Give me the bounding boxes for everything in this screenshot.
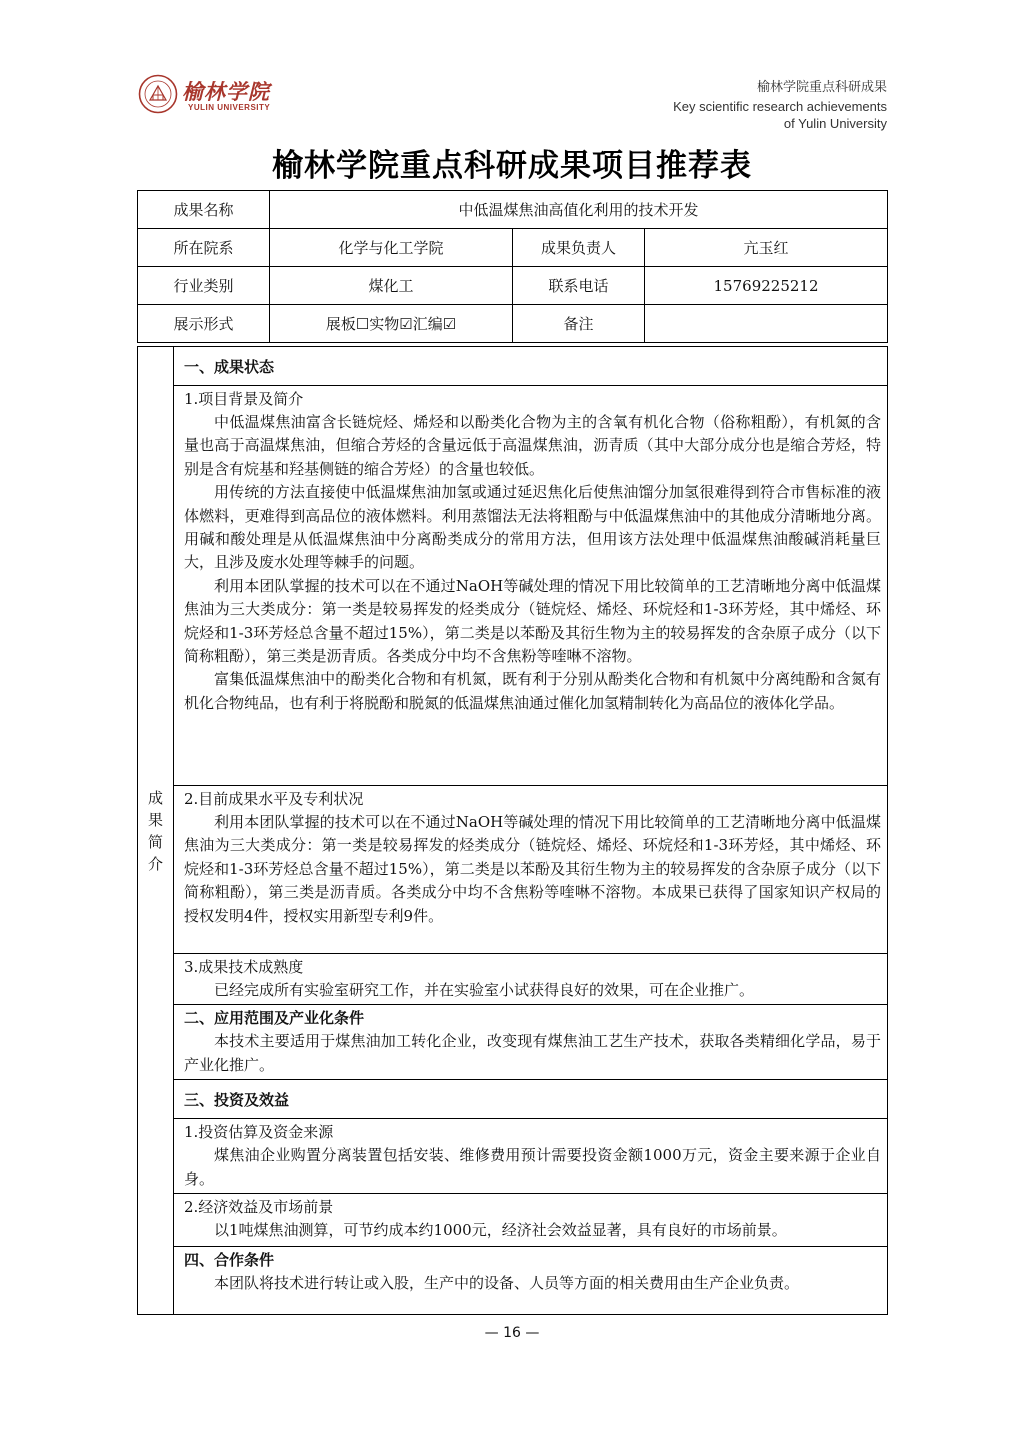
paragraph: 已经完成所有实验室研究工作，并在实验室小试获得良好的效果，可在企业推广。 [214, 981, 755, 999]
section-heading: 四、合作条件 [184, 1251, 275, 1270]
section-heading: 三、投资及效益 [174, 1080, 888, 1119]
table-row [138, 1119, 888, 1194]
paragraph: 以1吨煤焦油测算，可节约成本约1000元，经济社会效益显著，具有良好的市场前景。 [214, 1221, 787, 1240]
phone-label: 联系电话 [513, 267, 645, 305]
paragraph: 利用本团队掌握的技术可以在不通过NaOH等碱处理的情况下用比较简单的工艺清晰地分离中低温煤焦油为三大类成分：第一类是较易挥发的烃类成分（链烷烃、烯烃、环烷烃和1-3环芳烃，其中烯烃、环烷烃和1-3环芳烃总含量不超过15%），第二类是以苯酚及其衍生物为主的较易挥发的含杂原子成分（以下简称粗酚），第三类是沥青质。各类成分中均不含焦粉等喹啉不溶物。 [184, 576, 881, 666]
name-value: 中低温煤焦油高值化利用的技术开发 [270, 191, 888, 229]
paragraph: 利用本团队掌握的技术可以在不通过NaOH等碱处理的情况下用比较简单的工艺清晰地分离中低温煤焦油为三大类成分：第一类是较易挥发的烃类成分（链烷烃、烯烃、环烷烃和1-3环芳烃，其中烯烃、环烷烃和1-3环芳烃总含量不超过15%），第二类是以苯酚及其衍生物为主的较易挥发的含杂原子成分（以下简称粗酚），第三类是沥青质。各类成分中均不含焦粉等喹啉不溶物。本成果已获得了国家知识产权局的授权发明4件，授权实用新型专利9件。 [184, 813, 881, 925]
section-heading: 一、成果状态 [174, 347, 888, 386]
university-seal-icon [138, 74, 178, 114]
header-caption-en-1: Key scientific research achievements [673, 99, 887, 114]
page-title: 榆林学院重点科研成果项目推荐表 [272, 148, 752, 184]
paragraph: 中低温煤焦油富含长链烷烃、烯烃和以酚类化合物为主的含氧有机化合物（俗称粗酚），有机氮的含量也高于高温煤焦油，但缩合芳烃的含量远低于高温煤焦油，沥青质（其中大部分成分也是缩合芳烃，特别是含有烷基和羟基侧链的缩合芳烃）的含量也较低。 [184, 413, 881, 478]
side-label [138, 347, 174, 1315]
table-row [138, 386, 888, 786]
subsection-title: 2.经济效益及市场前景 [184, 1198, 334, 1217]
table-row [138, 1080, 888, 1119]
section-cell [174, 386, 888, 786]
industry-value: 煤化工 [270, 267, 513, 305]
paragraph: 富集低温煤焦油中的酚类化合物和有机氮，既有利于分别从酚类化合物和有机氮中分离纯酚和含氮有机化合物纯品，也有利于将脱酚和脱氮的低温煤焦油通过催化加氢精制转化为高品位的液体化学品。 [184, 670, 881, 712]
remark-value [645, 305, 888, 343]
subsection-title: 2.目前成果水平及专利状况 [184, 790, 364, 808]
table-row [138, 191, 888, 229]
display-label: 展示形式 [138, 305, 270, 343]
dept-label: 所在院系 [138, 229, 270, 267]
subsection-title: 1.投资估算及资金来源 [184, 1123, 334, 1142]
phone-value: 15769225212 [645, 267, 888, 305]
table-row [138, 267, 888, 305]
university-logo [138, 74, 288, 118]
leader-value: 亢玉红 [645, 229, 888, 267]
table-row [138, 305, 888, 343]
remark-label: 备注 [513, 305, 645, 343]
section-heading: 二、应用范围及产业化条件 [184, 1009, 365, 1028]
dept-value: 化学与化工学院 [270, 229, 513, 267]
table-row [138, 229, 888, 267]
header-caption [673, 78, 887, 132]
section-cell [174, 1194, 888, 1247]
table-row [138, 954, 888, 1005]
section-cell [174, 1247, 888, 1315]
side-label-char: 简 [147, 832, 163, 851]
subsection-title: 3.成果技术成熟度 [184, 958, 304, 976]
side-label-char: 介 [147, 854, 163, 873]
summary-table [137, 346, 888, 1315]
side-label-char: 果 [147, 810, 163, 829]
table-row [138, 1247, 888, 1315]
subsection-title: 1.项目背景及简介 [184, 390, 304, 408]
info-table [137, 190, 888, 343]
display-value: 展板☐实物☑汇编☑ [270, 305, 513, 343]
paragraph: 本技术主要适用于煤焦油加工转化企业，改变现有煤焦油工艺生产技术，获取各类精细化学品，易于产业化推广。 [184, 1032, 881, 1074]
paragraph: 本团队将技术进行转让或入股，生产中的设备、人员等方面的相关费用由生产企业负责。 [214, 1274, 800, 1293]
section-cell [174, 1005, 888, 1080]
table-row [138, 347, 888, 386]
paragraph: 煤焦油企业购置分离装置包括安装、维修费用预计需要投资金额1000万元，资金主要来源于企业自身。 [184, 1146, 881, 1188]
page-number: — 16 — [484, 1325, 540, 1341]
table-row [138, 1005, 888, 1080]
header-caption-cn: 榆林学院重点科研成果 [756, 80, 887, 95]
section-cell [174, 1119, 888, 1194]
paragraph: 用传统的方法直接使中低温煤焦油加氢或通过延迟焦化后使焦油馏分加氢很难得到符合市售标准的液体燃料，更难得到高品位的液体燃料。利用蒸馏法无法将粗酚与中低温煤焦油中的其他成分清晰地分离。用碱和酸处理是从低温煤焦油中分离酚类成分的常用方法，但用该方法处理中低温煤焦油酸碱消耗量巨大，且涉及废水处理等棘手的问题。 [184, 483, 881, 572]
section-cell [174, 954, 888, 1005]
header-caption-en-2: of Yulin University [783, 116, 887, 131]
table-row [138, 786, 888, 954]
logo-chinese-name: 榆林学院 [182, 79, 270, 104]
name-label: 成果名称 [138, 191, 270, 229]
table-row [138, 1194, 888, 1247]
section-cell [174, 786, 888, 954]
logo-english-name: YULIN UNIVERSITY [188, 103, 271, 112]
side-label-char: 成 [147, 788, 163, 807]
industry-label: 行业类别 [138, 267, 270, 305]
leader-label: 成果负责人 [513, 229, 645, 267]
